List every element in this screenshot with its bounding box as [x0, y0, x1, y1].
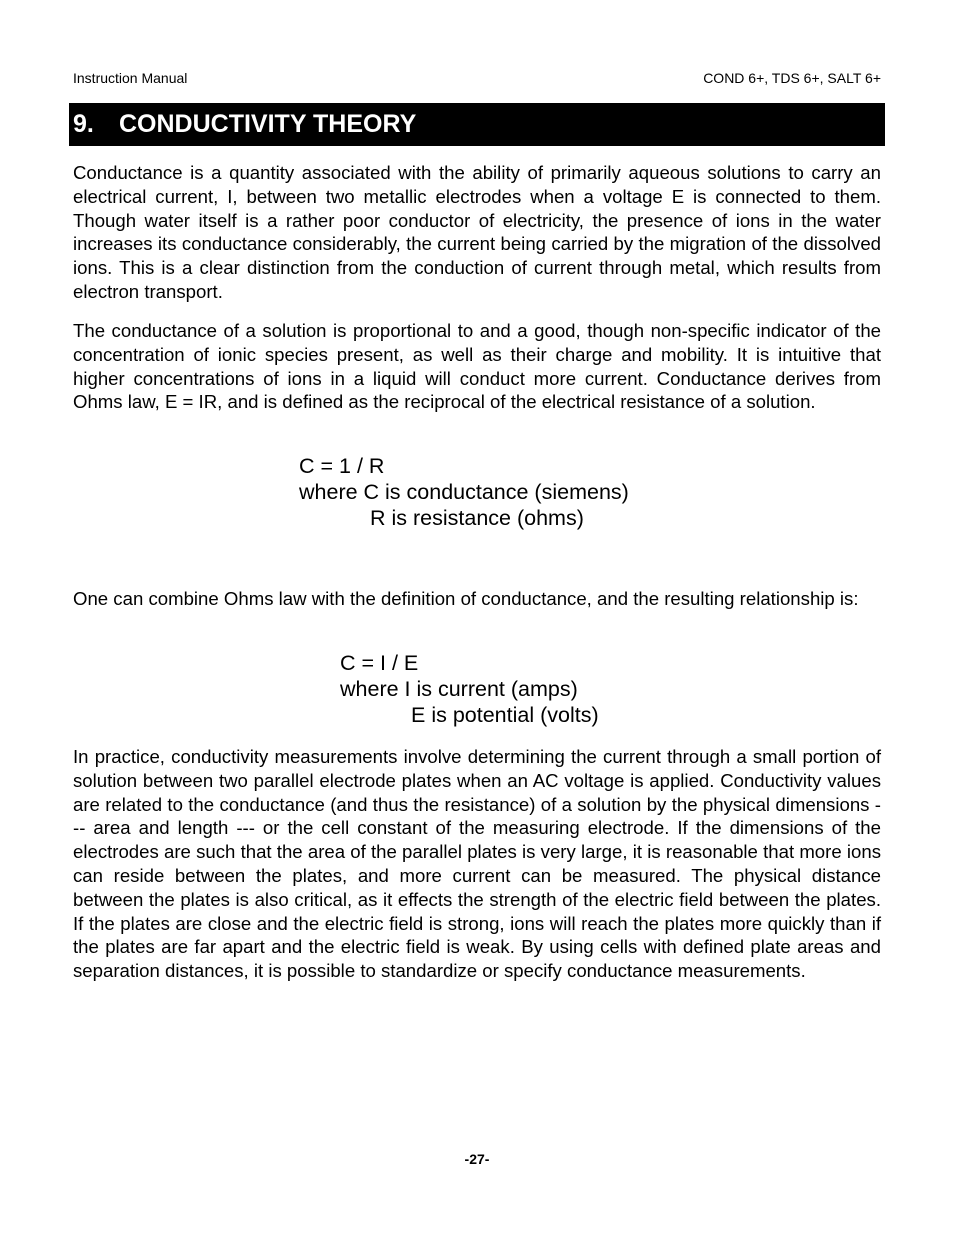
equation-ohms-formula: C = I / E: [340, 651, 419, 675]
equation-ohms-where-2: E is potential (volts): [411, 703, 599, 727]
equation-conductance-where-2: R is resistance (ohms): [370, 506, 584, 530]
equation-conductance-where: where C is conductance (siemens): [299, 480, 629, 504]
section-number: 9.: [73, 110, 94, 138]
equation-ohms-where: where I is current (amps): [340, 677, 578, 701]
equation-conductance-formula: C = 1 / R: [299, 454, 385, 478]
paragraph-ohms-law-combine: One can combine Ohms law with the definition of conductance, and the resulting relationship is:: [73, 588, 859, 609]
page-number: -27-: [464, 1151, 490, 1167]
paragraph-conductance-proportional: The conductance of a solution is proportional to and a good, though non-specific indicator of the concentration of ionic species present, as well as their charge and mobility. It is intuitive that higher concentrations of ions in a liquid will conduct more current. Conductance derives from Ohms law, E = IR, and is defined as the reciprocal of the electrical resistance of a solution.: [73, 320, 881, 413]
paragraph-conductance-intro: Conductance is a quantity associated with the ability of primarily aqueous solutions to carry an electrical current, I, between two metallic electrodes when a voltage E is connected to them. Though water itself is a rather poor conductor of electricity, the presence of ions in the water increases its conductance considerably, the current being carried by the migration of the dissolved ions. This is a clear distinction from the conduction of current through metal, which results from electron transport.: [73, 162, 881, 302]
header-manual-title: Instruction Manual: [73, 70, 188, 86]
header-product-names: COND 6+, TDS 6+, SALT 6+: [703, 70, 881, 86]
section-title: CONDUCTIVITY THEORY: [119, 110, 417, 138]
section-heading: [69, 103, 885, 146]
paragraph-conductivity-measurements: In practice, conductivity measurements involve determining the current through a small portion of solution between two parallel electrode plates when an AC voltage is applied. Conductivity values are related to the conductance (and thus the resistance) of a solution by the physical dimensions --- area and length --- or the cell constant of the measuring electrode. If the dimensions of the electrodes are such that the area of the parallel plates is very large, it is reasonable that more ions can reside between the plates, and more current can be measured. The physical distance between the plates is also critical, as it effects the strength of the electric field between the plates. If the plates are close and the electric field is strong, ions will reach the plates more quickly than if the plates are far apart and the electric field is weak. By using cells with defined plate areas and separation distances, it is possible to standardize or specify conductance measurements.: [73, 746, 881, 982]
